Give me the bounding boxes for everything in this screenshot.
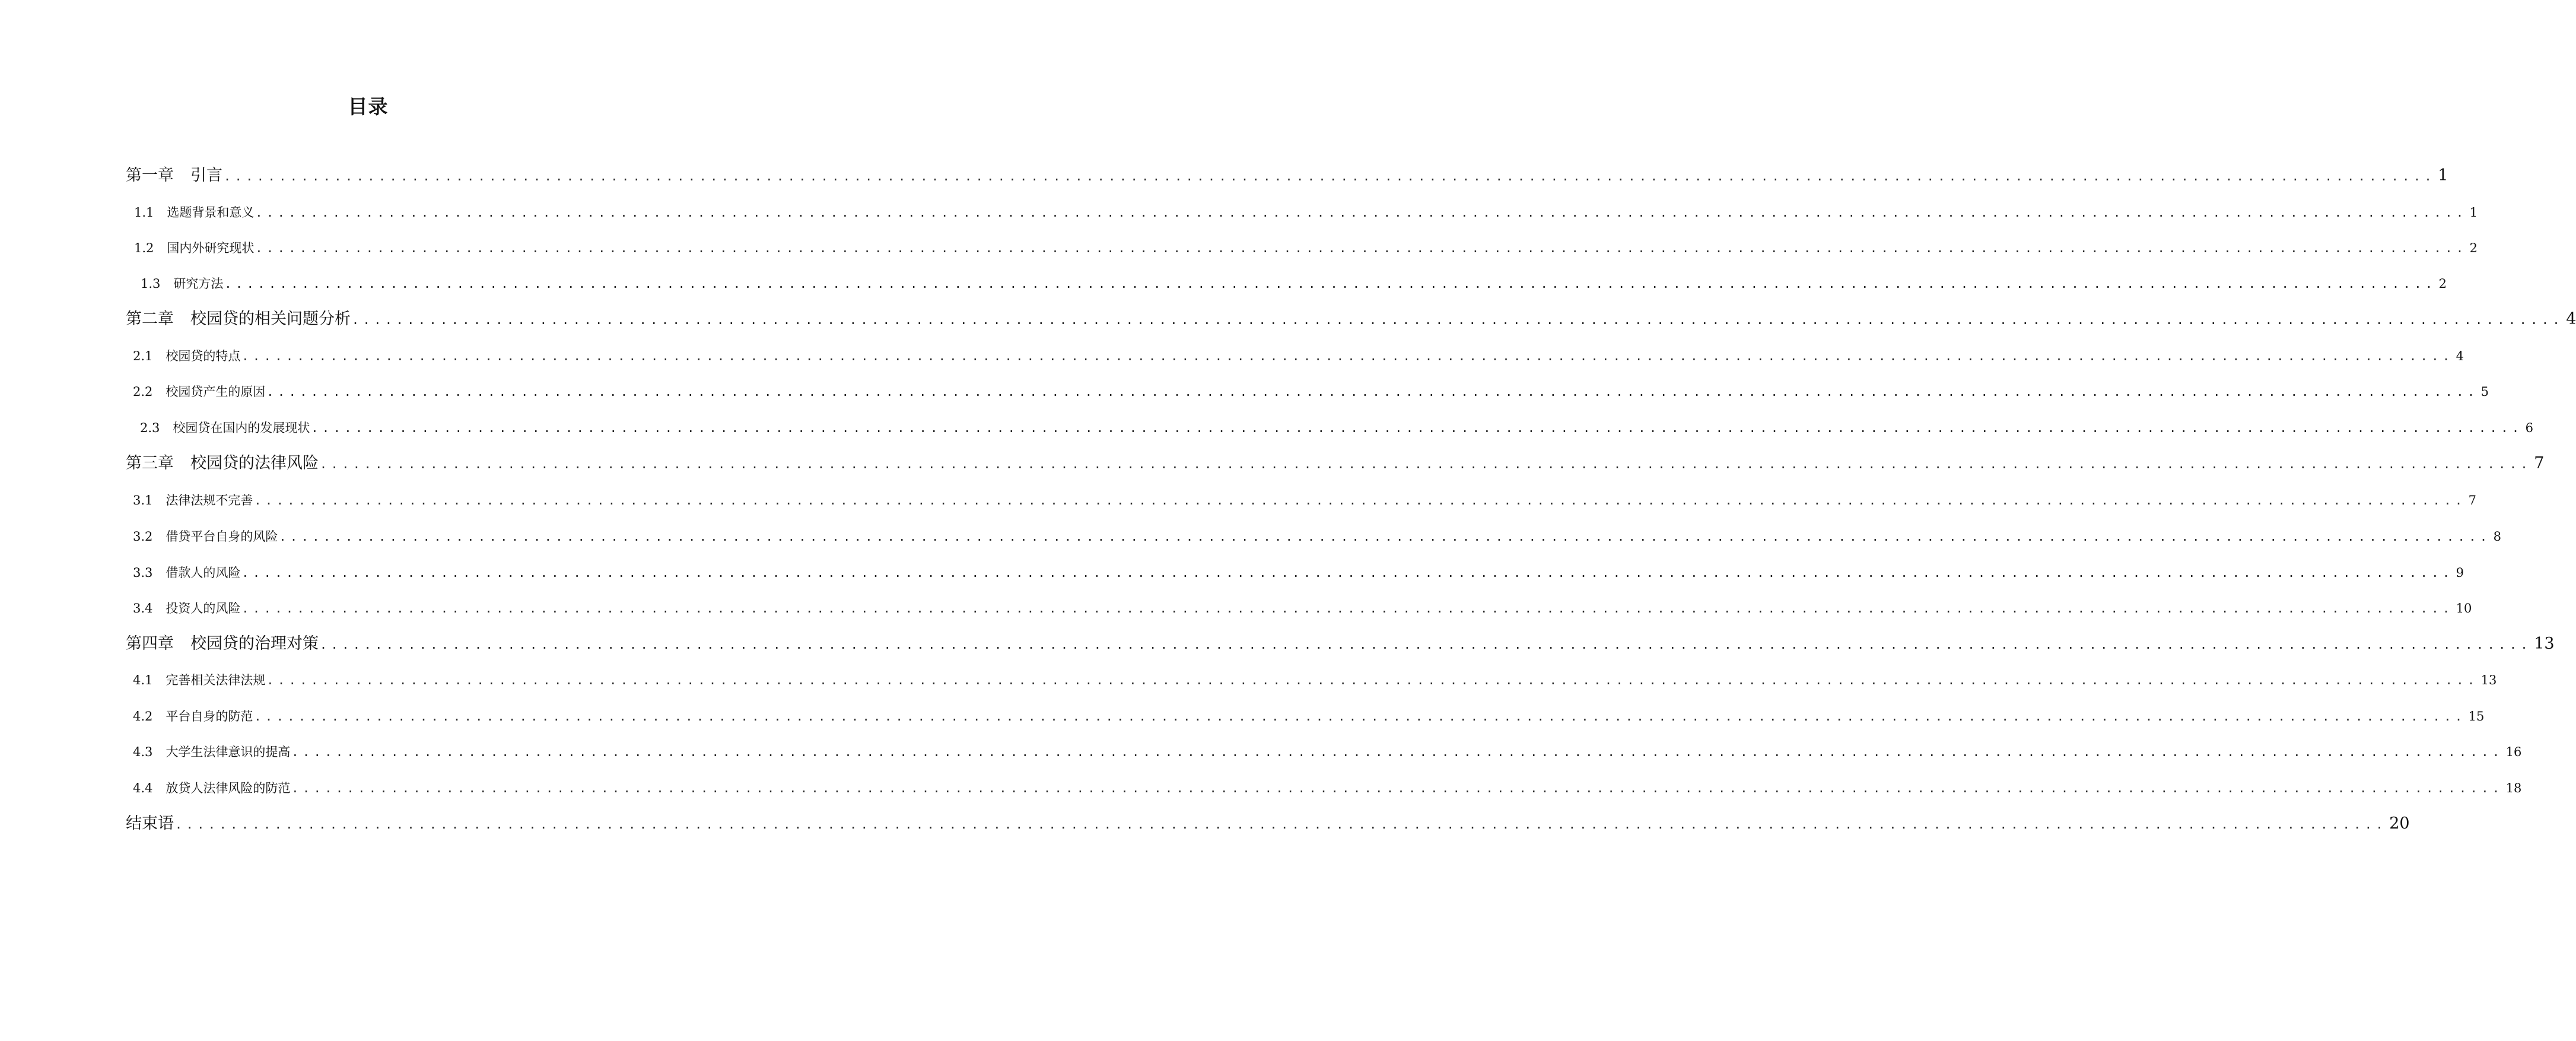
toc-dot-leader: ........................................................................................................................................................................................................ [291,781,2504,795]
toc-page-number: 6 [2525,421,2533,435]
toc-section-number: 2.1 [133,349,153,363]
toc-entry-section[interactable] [133,779,2522,797]
toc-entry-section[interactable] [133,599,2472,617]
toc-section-number: 1.1 [134,205,154,220]
toc-entry-title: 放贷人法律风险的防范 [166,781,291,795]
toc-dot-leader: ........................................................................................................................................................................................................ [320,457,2532,471]
toc-page-number: 7 [2534,454,2545,472]
toc-entry-title: 完善相关法律法规 [166,673,266,687]
toc-page-number: 1 [2438,166,2448,185]
toc-section-number: 3.1 [133,493,153,507]
toc-entry-section[interactable] [133,528,2501,545]
toc-entry-title: 借贷平台自身的风险 [166,529,278,544]
toc-title: 目录 [348,95,389,118]
toc-dot-leader: ........................................................................................................................................................................................................ [254,709,2466,723]
toc-page-number: 4 [2566,310,2576,328]
toc-dot-leader: ........................................................................................................................................................................................................ [175,817,2387,831]
toc-dot-leader: ........................................................................................................................................................................................................ [224,169,2436,183]
toc-dot-leader: ........................................................................................................................................................................................................ [255,205,2467,220]
toc-entry-title: 校园贷产生的原因 [166,385,266,399]
toc-page-number: 7 [2468,493,2476,507]
toc-entry-chapter[interactable] [126,309,2576,330]
toc-page-number: 4 [2456,349,2464,363]
toc-page-number: 13 [2534,634,2555,653]
toc-section-number: 2.2 [133,385,153,399]
toc-entry-section[interactable] [134,204,2478,221]
toc-entry-chapter[interactable] [126,165,2448,186]
toc-page-number: 15 [2468,709,2485,723]
toc-page-number: 10 [2456,601,2472,615]
toc-chapter-number: 第三章 [126,454,174,472]
toc-page-number: 2 [2469,241,2478,255]
toc-entry-chapter[interactable] [126,633,2555,655]
toc-dot-leader: ........................................................................................................................................................................................................ [352,313,2564,327]
toc-dot-leader: ........................................................................................................................................................................................................ [241,601,2454,615]
toc-section-number: 4.3 [133,745,153,759]
toc-entry-title: 校园贷在国内的发展现状 [173,421,310,435]
toc-chapter-number: 第一章 [126,166,174,185]
toc-section-number: 4.1 [133,673,153,687]
toc-dot-leader: ........................................................................................................................................................................................................ [241,566,2454,580]
toc-entry-title: 引言 [190,166,222,185]
toc-dot-leader: ........................................................................................................................................................................................................ [279,529,2491,544]
toc-page-number: 1 [2469,205,2478,220]
toc-dot-leader: ........................................................................................................................................................................................................ [266,673,2479,687]
toc-dot-leader: ........................................................................................................................................................................................................ [224,277,2437,291]
toc-page-number: 13 [2480,673,2497,687]
toc-entry-section[interactable] [133,383,2489,401]
toc-entry-title: 选题背景和意义 [167,205,255,220]
toc-dot-leader: ........................................................................................................................................................................................................ [291,745,2504,759]
toc-entry-title: 结束语 [126,814,174,833]
toc-page-number: 8 [2493,529,2501,544]
toc-page-number: 5 [2480,385,2489,399]
toc-entry-title: 借款人的风险 [166,566,241,580]
toc-entry-section[interactable] [133,671,2497,689]
toc-section-number: 3.2 [133,529,153,544]
toc-entry-section[interactable] [133,707,2485,725]
toc-dot-leader: ........................................................................................................................................................................................................ [241,349,2454,363]
toc-section-number: 1.3 [141,277,161,291]
toc-section-number: 2.3 [140,421,160,435]
toc-page-number: 18 [2505,781,2522,795]
toc-entry-title: 投资人的风险 [166,601,241,615]
toc-entry-title: 校园贷的治理对策 [190,634,319,653]
toc-entry-section[interactable] [133,564,2464,582]
toc-entry-section[interactable] [133,347,2464,365]
toc-entry-title: 校园贷的法律风险 [190,454,319,472]
toc-page-number: 16 [2505,745,2522,759]
toc-entry-section[interactable] [133,743,2522,761]
toc-dot-leader: ........................................................................................................................................................................................................ [311,421,2523,435]
toc-chapter-number: 第四章 [126,634,174,653]
toc-entry-title: 大学生法律意识的提高 [166,745,291,759]
toc-section-number: 4.2 [133,709,153,723]
toc-dot-leader: ........................................................................................................................................................................................................ [254,493,2466,507]
toc-entry-section[interactable] [140,419,2533,437]
toc-dot-leader: ........................................................................................................................................................................................................ [255,241,2467,255]
toc-dot-leader: ........................................................................................................................................................................................................ [266,385,2479,399]
toc-entry-conclusion[interactable] [126,813,2410,834]
toc-entry-title: 校园贷的特点 [166,349,241,363]
toc-page-number: 9 [2456,566,2464,580]
toc-entry-chapter[interactable] [126,453,2545,474]
toc-entry-title: 国内外研究现状 [167,241,255,255]
toc-entry-title: 平台自身的防范 [166,709,253,723]
toc-section-number: 4.4 [133,781,153,795]
toc-chapter-number: 第二章 [126,310,174,328]
toc-entry-title: 校园贷的相关问题分析 [190,310,351,328]
toc-page-number: 20 [2389,814,2410,833]
toc-section-number: 1.2 [134,241,154,255]
toc-section-number: 3.3 [133,566,153,580]
toc-entry-section[interactable] [134,239,2478,257]
toc-dot-leader: ........................................................................................................................................................................................................ [320,637,2532,652]
toc-page-number: 2 [2438,277,2447,291]
toc-entry-section[interactable] [133,491,2476,509]
toc-entry-title: 研究方法 [173,277,224,291]
toc-section-number: 3.4 [133,601,153,615]
toc-entry-title: 法律法规不完善 [166,493,253,507]
toc-entry-section[interactable] [141,275,2447,293]
